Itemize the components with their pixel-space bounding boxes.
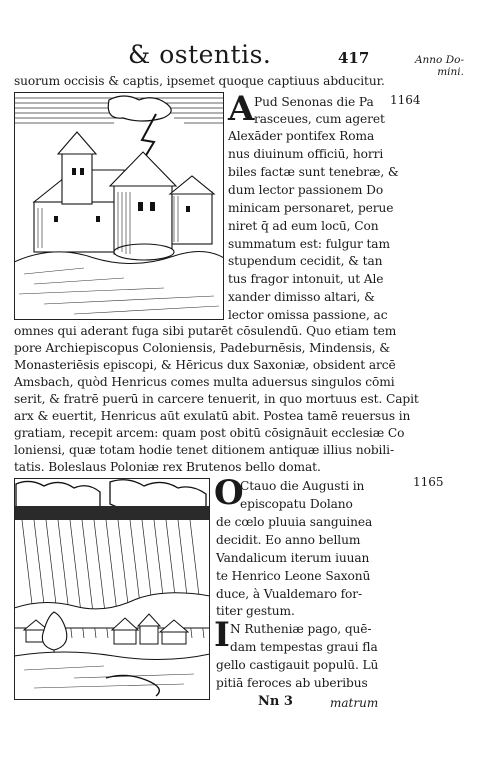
text-line: N Rutheniæ pago, quē- bbox=[230, 622, 372, 636]
catchword: matrum bbox=[330, 696, 379, 710]
text-line: Alexāder pontifex Roma bbox=[228, 129, 375, 143]
text-line: biles factæ sunt tenebræ, & bbox=[228, 165, 399, 179]
running-title: & ostentis. bbox=[128, 40, 272, 69]
text-line: nus diuinum officiū, horri bbox=[228, 147, 384, 161]
folio-number: 417 bbox=[338, 49, 370, 67]
woodcut-castle-lightning bbox=[14, 92, 224, 320]
text-line: tus fragor intonuit, ut Ale bbox=[228, 272, 384, 286]
text-line: lector omissa passione, ac bbox=[228, 308, 388, 322]
text-line: Pud Senonas die Pa bbox=[254, 95, 374, 109]
drop-cap-i: I bbox=[214, 615, 230, 655]
text-line: rasceues, cum ageret bbox=[254, 112, 385, 126]
margin-note-anno-domini: Anno Do- mini. bbox=[414, 54, 464, 78]
text-line: tatis. Boleslaus Poloniæ rex Brutenos bello domat. bbox=[14, 460, 321, 474]
text-line: episcopatu Dolano bbox=[240, 497, 353, 511]
text-line: niret q̄ ad eum locū, Con bbox=[228, 219, 379, 233]
woodcut-blood-rain bbox=[14, 478, 210, 700]
text-line: dum lector passionem Do bbox=[228, 183, 384, 197]
text-line: suorum occisis & captis, ipsemet quoque captiuus abducitur. bbox=[14, 74, 385, 88]
text-line: xander dimisso altari, & bbox=[228, 290, 375, 304]
text-line: Ctauo die Augusti in bbox=[240, 479, 365, 493]
text-line: gratiam, recepit arcem: quam post obitū cōsignāuit ecclesiæ Co bbox=[14, 426, 405, 440]
text-line: te Henrico Leone Saxonū bbox=[216, 569, 371, 583]
text-line: Amsbach, quòd Henricus comes multa aduersus singulos cōmi bbox=[14, 375, 395, 389]
text-line: pore Archiepiscopus Coloniensis, Padeburnēsis, Mindensis, & bbox=[14, 341, 391, 355]
text-line: stupendum cecidit, & tan bbox=[228, 254, 383, 268]
text-line: Vandalicum iterum iuuan bbox=[216, 551, 370, 565]
text-line: decidit. Eo anno bellum bbox=[216, 533, 361, 547]
text-line: de cœlo pluuia sanguinea bbox=[216, 515, 373, 529]
margin-year-1165: 1165 bbox=[413, 475, 444, 489]
text-line: arx & euertit, Henricus aūt exulatū abit. Postea tamē reuersus in bbox=[14, 409, 411, 423]
text-line: loniensi, quæ totam hodie tenet ditionem antiquæ illius nobili- bbox=[14, 443, 394, 457]
margin-year-1164: 1164 bbox=[390, 93, 421, 107]
text-line: omnes qui aderant fuga sibi putarēt cōsulendū. Quo etiam tem bbox=[14, 324, 397, 338]
drop-cap-o: O bbox=[214, 473, 244, 513]
text-line: minicam personaret, perue bbox=[228, 201, 394, 215]
signature-mark: Nn 3 bbox=[258, 694, 293, 709]
drop-cap-a: A bbox=[228, 89, 255, 129]
text-line: duce, à Vualdemaro for- bbox=[216, 587, 362, 601]
text-line: gello castigauit populū. Lū bbox=[216, 658, 379, 672]
text-line: Monasteriēsis episcopi, & Hēricus dux Saxoniæ, obsident arcē bbox=[14, 358, 396, 372]
text-line: titer gestum. bbox=[216, 604, 295, 618]
text-line: serit, & fratrē puerū in carcere tenuerit, in quo mortuus est. Capit bbox=[14, 392, 419, 406]
text-line: pitiā feroces ab uberibus bbox=[216, 676, 368, 690]
text-line: dam tempestas graui fla bbox=[230, 640, 378, 654]
text-line: summatum est: fulgur tam bbox=[228, 237, 390, 251]
